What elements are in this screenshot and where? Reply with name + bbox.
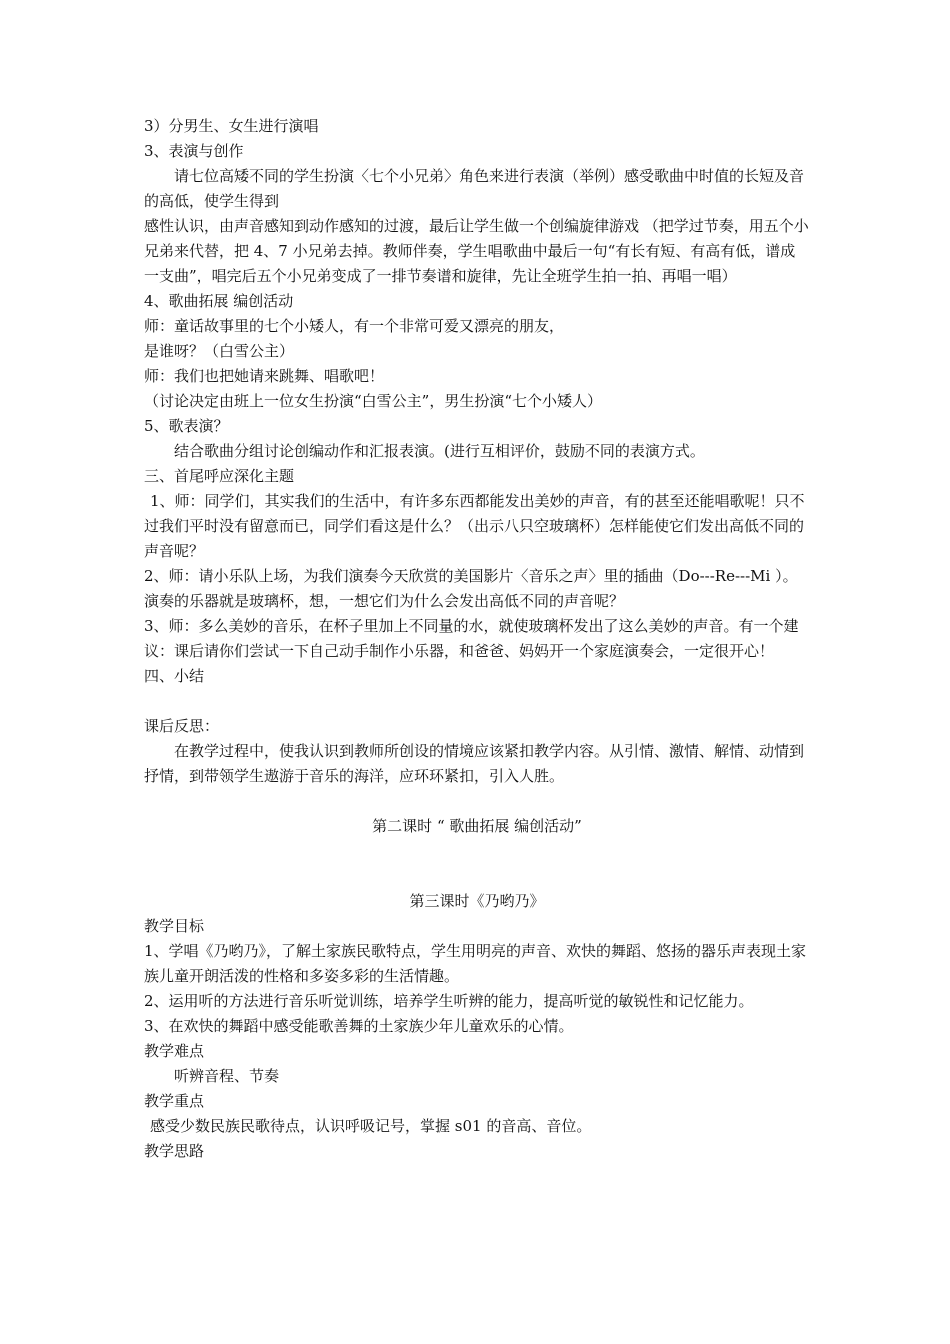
- section-heading: 三、首尾呼应深化主题: [144, 467, 295, 485]
- lesson-title: 第二课时 “ 歌曲拓展 编创活动”: [372, 817, 582, 835]
- paragraph: 2、师：请小乐队上场，为我们演奏今天欣赏的美国影片〈音乐之声〉里的插曲（Do---Re---Mi ）。演奏的乐器就是玻璃杯，想，一想它们为什么会发出高低不同的声音呢？: [144, 567, 798, 610]
- text-line: 师：我们也把她请来跳舞、唱歌吧！: [144, 367, 385, 385]
- blank-line: [144, 689, 810, 714]
- section-heading: 教学思路: [144, 1142, 205, 1160]
- paragraph: 感性认识，由声音感知到动作感知的过渡，最后让学生做一个创编旋律游戏 （把学过节奏，用五个小兄弟来代替，把 4、7 小兄弟去掉。教师伴奏，学生唱歌曲中最后一句“有长有短、有高有低，谱成一支曲”，唱完后五个小兄弟变成了一排节奏谱和旋律，先让全班学生拍一拍、再唱一唱）: [144, 217, 809, 285]
- section-heading: 3、表演与创作: [144, 142, 244, 160]
- section-heading: 5、歌表演？: [144, 417, 229, 435]
- text-line: （讨论决定由班上一位女生扮演“白雪公主”，男生扮演“七个小矮人）: [144, 392, 603, 410]
- paragraph: 请七位高矮不同的学生扮演〈七个小兄弟〉角色来进行表演（举例）感受歌曲中时值的长短及音的高低，使学生得到: [144, 167, 805, 210]
- section-heading: 4、歌曲拓展 编创活动: [144, 292, 294, 310]
- section-heading: 四、小结: [144, 667, 205, 685]
- lesson-title: 第三课时《乃哟乃》: [409, 892, 545, 910]
- section-heading: 课后反思：: [144, 717, 220, 735]
- text-line: 感受少数民族民歌待点，认识呼吸记号，掌握 s01 的音高、音位。: [150, 1117, 592, 1135]
- text-line: 师：童话故事里的七个小矮人，有一个非常可爱又漂亮的朋友，: [144, 317, 565, 335]
- document-body: [144, 114, 810, 1164]
- paragraph: 1、学唱《乃哟乃》，了解土家族民歌特点，学生用明亮的声音、欢快的舞蹈、悠扬的器乐声表现土家族儿童开朗活泼的性格和多姿多彩的生活情趣。: [144, 942, 807, 985]
- blank-line: [144, 839, 810, 889]
- text-line: 3）分男生、女生进行演唱: [144, 117, 319, 135]
- paragraph: 1、师：同学们，其实我们的生活中，有许多东西都能发出美妙的声音，有的甚至还能唱歌呢！只不过我们平时没有留意而已，同学们看这是什么？（出示八只空玻璃杯）怎样能使它们发出高低不同的声音呢？: [144, 492, 805, 560]
- paragraph: 结合歌曲分组讨论创编动作和汇报表演。(进行互相评价，鼓励不同的表演方式。: [174, 442, 705, 460]
- paragraph: 3、在欢快的舞蹈中感受能歌善舞的土家族少年儿童欢乐的心情。: [144, 1017, 574, 1035]
- text-line: 听辨音程、节奏: [174, 1067, 280, 1085]
- section-heading: 教学目标: [144, 917, 205, 935]
- text-line: 是谁呀？（白雪公主）: [144, 342, 295, 360]
- section-heading: 教学重点: [144, 1092, 205, 1110]
- section-heading: 教学难点: [144, 1042, 205, 1060]
- paragraph: 3、师：多么美妙的音乐，在杯子里加上不同量的水，就使玻璃杯发出了这么美妙的声音。有一个建议：课后请你们尝试一下自己动手制作小乐器，和爸爸、妈妈开一个家庭演奏会，一定很开心！: [144, 617, 799, 660]
- blank-line: [144, 789, 810, 814]
- paragraph: 在教学过程中，使我认识到教师所创设的情境应该紧扣教学内容。从引情、激情、解情、动情到抒情，到带领学生遨游于音乐的海洋，应环环紧扣，引入人胜。: [144, 742, 805, 785]
- paragraph: 2、运用听的方法进行音乐听觉训练，培养学生听辨的能力，提高听觉的敏锐性和记忆能力。: [144, 992, 754, 1010]
